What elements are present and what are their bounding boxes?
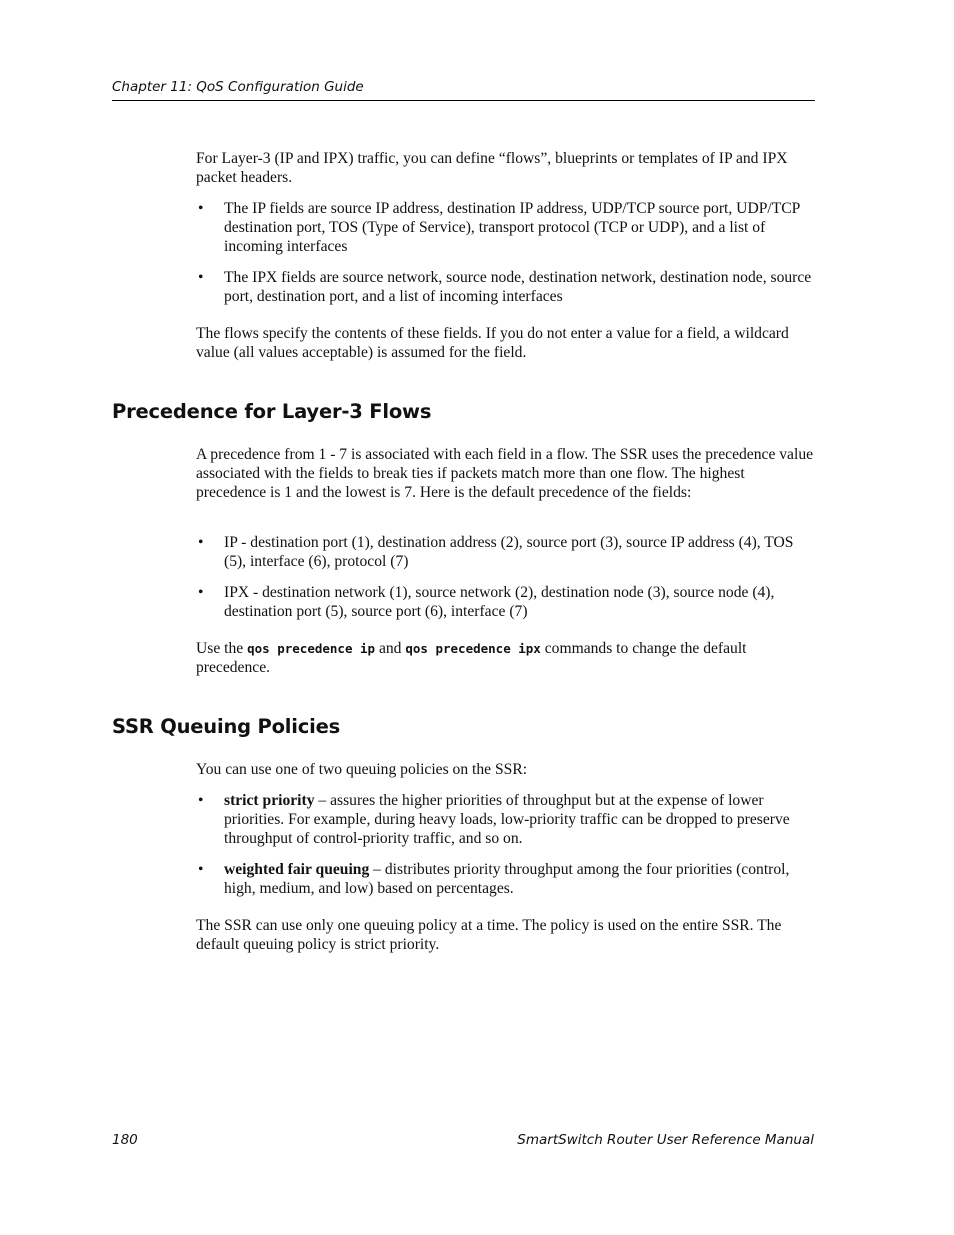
- term-weighted-fair-queuing: weighted fair queuing: [224, 861, 370, 878]
- bullet-icon: •: [198, 792, 204, 809]
- manual-title: SmartSwitch Router User Reference Manual: [517, 1132, 814, 1148]
- command-qos-precedence-ipx: qos precedence ipx: [405, 641, 541, 656]
- bullet-icon: •: [198, 861, 204, 878]
- text-run: Use the: [196, 640, 248, 657]
- intro-closing-paragraph: The flows specify the contents of these fields. If you do not enter a value for a field, a wildcard value (all values acceptable) is assumed for the field.: [196, 325, 789, 361]
- queuing-closing-paragraph: The SSR can use only one queuing policy at a time. The policy is used on the entire SSR. The default queuing policy is strict priority.: [196, 917, 782, 953]
- list-item: [196, 199, 816, 256]
- section-heading-queuing: SSR Queuing Policies: [112, 715, 341, 738]
- list-item-text: – distributes priority throughput among the four priorities (control, high, medium, and low) based on percentages.: [224, 861, 790, 897]
- list-item: [196, 791, 816, 848]
- list-item-text: IP - destination port (1), destination address (2), source port (3), source IP address (4), TOS (5), interface (6), protocol (7): [224, 534, 794, 570]
- precedence-paragraph: A precedence from 1 - 7 is associated with each field in a flow. The SSR uses the precedence value associated with the fields to break ties if packets match more than one flow. The highest precedence is 1 and the lowest is 7. Here is the default precedence of the fields:: [196, 446, 814, 501]
- list-item-text: The IP fields are source IP address, destination IP address, UDP/TCP source port, UDP/TCP destination port, TOS (Type of Service), transport protocol (TCP or UDP), and a list of incoming interfaces: [224, 200, 800, 255]
- section-heading-precedence: Precedence for Layer-3 Flows: [112, 400, 432, 423]
- text-run: and: [375, 640, 406, 657]
- queuing-paragraph: You can use one of two queuing policies on the SSR:: [196, 761, 528, 778]
- bullet-icon: •: [198, 200, 204, 217]
- intro-paragraph: For Layer-3 (IP and IPX) traffic, you can define “flows”, blueprints or templates of IP and IPX packet headers.: [196, 150, 788, 186]
- list-item-text: – assures the higher priorities of throughput but at the expense of lower priorities. For example, during heavy loads, low-priority traffic can be dropped to preserve throughput of control-priority traffic, and so on.: [224, 792, 790, 847]
- list-item-text: IPX - destination network (1), source network (2), destination node (3), source node (4), destination port (5), source port (6), interface (7): [224, 584, 775, 620]
- page-number: 180: [112, 1132, 138, 1148]
- precedence-commands-paragraph: [196, 639, 816, 677]
- text-run: commands to change the default precedence.: [196, 640, 747, 676]
- list-item: [196, 533, 816, 571]
- queuing-bullet-list: [196, 791, 816, 898]
- bullet-icon: •: [198, 584, 204, 601]
- list-item: [196, 268, 816, 306]
- command-qos-precedence-ip: qos precedence ip: [247, 641, 376, 656]
- running-header: Chapter 11: QoS Configuration Guide: [112, 79, 815, 101]
- intro-bullet-list: [196, 199, 816, 306]
- list-item-text: The IPX fields are source network, source node, destination network, destination node, source port, destination port, and a list of incoming interfaces: [224, 269, 812, 305]
- bullet-icon: •: [198, 269, 204, 286]
- list-item: [196, 583, 816, 621]
- precedence-bullet-list: [196, 533, 816, 621]
- list-item: [196, 860, 816, 898]
- term-strict-priority: strict priority: [224, 792, 315, 809]
- bullet-icon: •: [198, 534, 204, 551]
